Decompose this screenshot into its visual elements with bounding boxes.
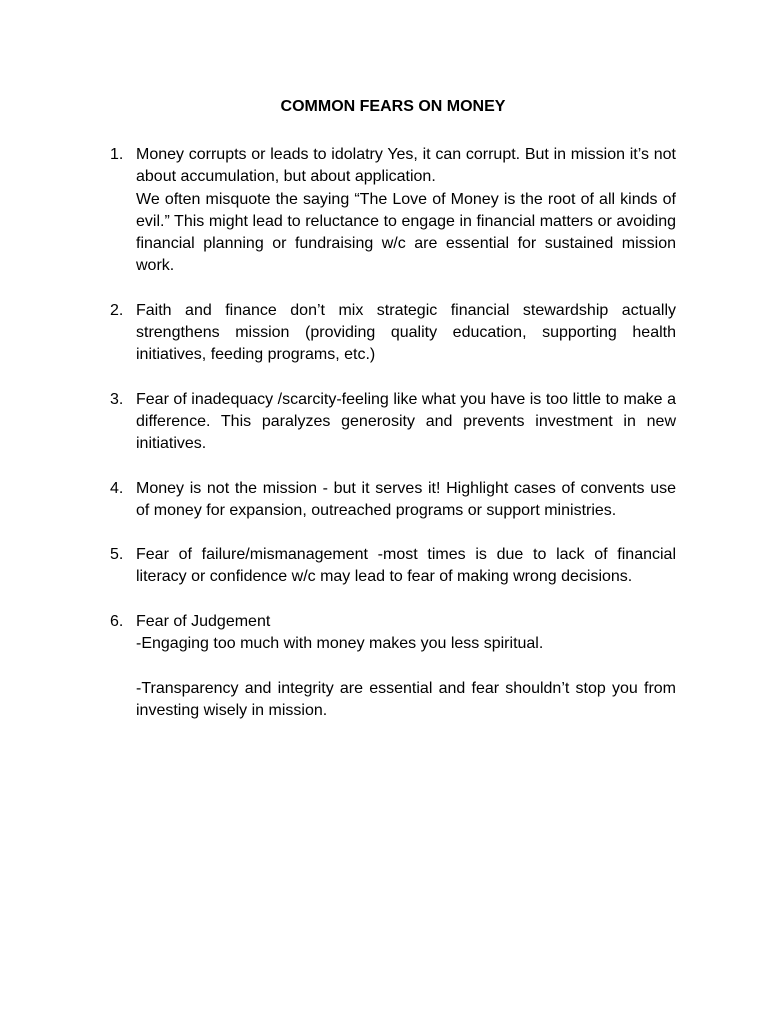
list-item-6 [110, 611, 676, 722]
list-item-4 [110, 478, 676, 523]
list-item-text: Faith and finance don’t mix strategic financial stewardship actually strengthens mission (providing quality education, supporting health initiatives, feeding programs, etc.) [136, 301, 676, 364]
fears-list [110, 144, 676, 722]
list-item-number: 1. [110, 146, 124, 163]
list-item-text: Fear of failure/mismanagement -most times is due to lack of financial literacy or confidence w/c may lead to fear of making wrong decisions. [136, 546, 676, 586]
list-item-number: 6. [110, 612, 124, 630]
list-item-text: Fear of Judgement [136, 612, 271, 630]
paragraph-spacer [136, 655, 676, 677]
list-item-3 [110, 389, 676, 456]
list-item-number: 4. [110, 479, 124, 497]
list-item-text: Money is not the mission - but it serves it! Highlight cases of convents use of money for expansion, outreached programs or support ministries. [136, 479, 676, 519]
list-item-text: We often misquote the saying “The Love of Money is the root of all kinds of evil.” This might lead to reluctance to engage in financial matters or avoiding financial planning or fundraising w/c are essential for sustained mission work. [136, 190, 676, 275]
list-item-number: 3. [110, 390, 124, 408]
document-title: COMMON FEARS ON MONEY [280, 98, 506, 115]
list-item-1 [110, 144, 676, 278]
list-item-5 [110, 544, 676, 589]
list-item-text: -Engaging too much with money makes you less spiritual. [136, 635, 544, 653]
list-item-text: -Transparency and integrity are essential and fear shouldn’t stop you from investing wisely in mission. [136, 679, 676, 719]
list-item-number: 2. [110, 301, 124, 319]
list-item-number: 5. [110, 546, 124, 564]
list-item-2 [110, 300, 676, 367]
list-item-text: Fear of inadequacy /scarcity-feeling like what you have is too little to make a difference. This paralyzes generosity and prevents investment in new initiatives. [136, 390, 676, 453]
list-item-text: Money corrupts or leads to idolatry Yes, it can corrupt. But in mission it’s not about accumulation, but about application. [136, 146, 676, 186]
